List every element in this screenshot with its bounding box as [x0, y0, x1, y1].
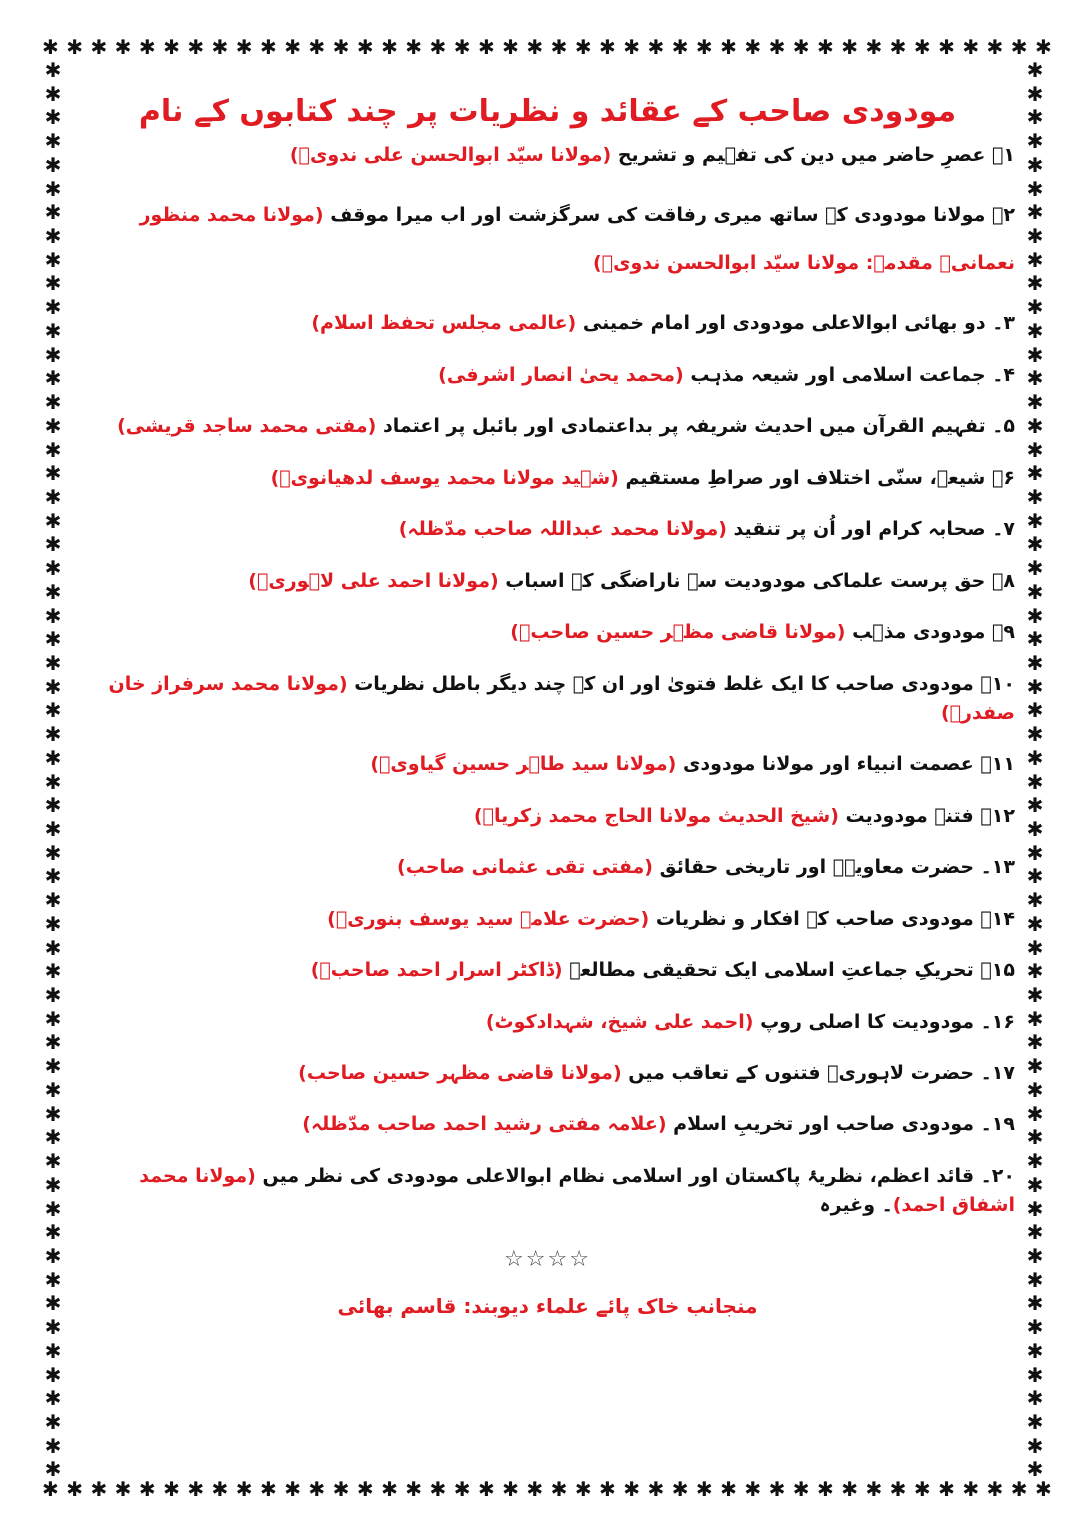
border-star-icon: ✱ — [1026, 674, 1044, 699]
border-star-icon: ✱ — [44, 1409, 62, 1434]
border-star-icon: ✱ — [962, 1477, 980, 1501]
border-star-icon: ✱ — [744, 35, 762, 59]
border-star-icon: ✱ — [44, 1433, 62, 1458]
border-star-icon: ✱ — [1026, 1338, 1044, 1363]
list-item — [80, 802, 1015, 831]
border-star-icon: ✱ — [913, 35, 931, 59]
item-author: (علامہ مفتی رشید احمد صاحب مدّظلہ) — [302, 1113, 667, 1136]
item-author: (مولانا سید طاہر حسین گیاویؒ) — [370, 753, 677, 776]
border-star-icon: ✱ — [44, 1243, 62, 1268]
border-star-icon: ✱ — [817, 35, 834, 59]
list-item — [80, 412, 1015, 441]
border-star-icon: ✱ — [817, 1477, 834, 1501]
list-item — [80, 1008, 1015, 1037]
border-star-icon: ✱ — [1010, 1477, 1028, 1501]
border-star-icon: ✱ — [90, 1477, 108, 1501]
list-item — [80, 1110, 1015, 1139]
item-author: (مولانا محمد عبداللہ صاحب مدّظلہ) — [398, 518, 727, 541]
border-star-icon: ✱ — [44, 152, 62, 177]
item-author: (مولانا محمد سرفراز خان صفدرؒ) — [108, 672, 1015, 724]
item-author: (عالمی مجلس تحفظ اسلام) — [311, 312, 577, 335]
border-star-icon: ✱ — [1026, 1196, 1044, 1221]
border-star-icon: ✱ — [1026, 1101, 1044, 1126]
item-number: ۱۲۔ — [980, 804, 1015, 827]
border-star-icon: ✱ — [405, 1477, 423, 1501]
border-star-icon: ✱ — [502, 1477, 519, 1501]
border-star-icon: ✱ — [1026, 1077, 1044, 1102]
border-star-icon: ✱ — [1026, 532, 1044, 557]
border-star-icon: ✱ — [647, 1477, 665, 1501]
border-star-icon: ✱ — [429, 35, 447, 59]
border-star-icon: ✱ — [865, 35, 883, 59]
border-star-icon: ✱ — [526, 1477, 544, 1501]
item-author: (مولانا محمد اشفاق احمد) — [139, 1164, 1015, 1217]
border-star-icon: ✱ — [90, 35, 108, 59]
border-star-icon: ✱ — [44, 105, 62, 130]
border-star-icon: ✱ — [913, 1477, 931, 1501]
border-star-icon: ✱ — [526, 35, 544, 59]
border-star-icon: ✱ — [1026, 556, 1044, 581]
item-number: ۲۰۔ — [980, 1164, 1015, 1187]
border-star-icon: ✱ — [720, 35, 737, 59]
list-item — [80, 192, 1015, 287]
border-star-icon: ✱ — [44, 1054, 62, 1079]
item-author: (حضرت علامہ سید یوسف بنوریؒ) — [327, 907, 650, 930]
border-star-icon: ✱ — [211, 35, 229, 59]
footer-credit: منجانب خاک پائے علماء دیوبند: قاسم بھائی — [337, 1293, 758, 1318]
border-star-icon: ✱ — [44, 1457, 62, 1480]
page-title: مودودی صاحب کے عقائد و نظریات پر چند کتابوں کے نام — [138, 94, 957, 129]
border-star-icon: ✱ — [1026, 817, 1044, 841]
list-item — [80, 853, 1015, 882]
border-star-icon: ✱ — [259, 35, 277, 59]
item-number: ۱۷۔ — [980, 1062, 1015, 1084]
border-star-icon: ✱ — [695, 35, 713, 59]
item-number: ۴۔ — [992, 363, 1015, 386]
border-star-icon: ✱ — [453, 35, 471, 59]
border-star-icon: ✱ — [647, 35, 665, 59]
border-star-icon: ✱ — [44, 484, 62, 509]
border-star-icon: ✱ — [1026, 1220, 1044, 1245]
item-title: مودودی مذہب — [852, 621, 986, 644]
item-author: (مولانا قاضی مظہر حسین صاحب) — [298, 1062, 622, 1084]
border-star-icon: ✱ — [1026, 366, 1044, 391]
border-star-icon: ✱ — [1026, 1149, 1044, 1174]
list-item — [80, 515, 1015, 544]
item-number: ۵۔ — [992, 415, 1015, 438]
border-star-icon: ✱ — [1026, 413, 1044, 438]
border-star-icon: ✱ — [1026, 1457, 1044, 1480]
border-star-icon: ✱ — [44, 1149, 62, 1174]
border-star-icon: ✱ — [187, 1477, 205, 1501]
border-star-icon: ✱ — [66, 35, 83, 59]
border-star-icon: ✱ — [44, 1386, 62, 1411]
border-star-icon: ✱ — [381, 35, 398, 59]
border-star-icon: ✱ — [44, 1362, 62, 1387]
list-item — [80, 567, 1015, 596]
border-star-icon: ✱ — [1026, 793, 1044, 818]
border-bottom — [42, 1476, 1052, 1502]
border-star-icon: ✱ — [671, 35, 689, 59]
border-star-icon: ✱ — [1026, 959, 1044, 984]
border-star-icon: ✱ — [623, 1477, 641, 1501]
border-star-icon: ✱ — [44, 224, 62, 249]
item-title: قائد اعظم، نظریۂ پاکستان اور اسلامی نظام ابوالاعلی مودودی کی نظر میں — [262, 1164, 975, 1187]
border-star-icon: ✱ — [1026, 627, 1044, 652]
list-item — [80, 1162, 1015, 1221]
border-star-icon: ✱ — [44, 840, 62, 865]
border-star-icon: ✱ — [44, 318, 62, 343]
border-star-icon: ✱ — [1026, 1030, 1044, 1055]
item-number: ۷۔ — [992, 518, 1015, 541]
border-star-icon: ✱ — [259, 1477, 277, 1501]
border-star-icon: ✱ — [720, 1477, 737, 1501]
border-star-icon: ✱ — [44, 959, 62, 984]
border-star-icon: ✱ — [44, 722, 62, 747]
item-number: ۳۔ — [992, 312, 1015, 335]
border-star-icon: ✱ — [44, 200, 62, 225]
border-star-icon: ✱ — [1026, 983, 1044, 1008]
border-star-icon: ✱ — [44, 674, 62, 699]
border-star-icon: ✱ — [44, 413, 62, 438]
border-star-icon: ✱ — [1026, 1409, 1044, 1434]
border-star-icon: ✱ — [792, 35, 810, 59]
border-star-icon: ✱ — [1026, 224, 1044, 249]
border-star-icon: ✱ — [744, 1477, 762, 1501]
border-star-icon: ✱ — [889, 1477, 907, 1501]
border-star-icon: ✱ — [44, 247, 62, 272]
border-star-icon: ✱ — [574, 35, 592, 59]
border-star-icon: ✱ — [332, 35, 350, 59]
border-star-icon: ✱ — [1026, 318, 1044, 343]
item-title: حق پرست علماکی مودودیت سے ناراضگی کے اسباب — [505, 569, 986, 592]
border-star-icon: ✱ — [477, 1477, 495, 1501]
border-star-icon: ✱ — [1026, 1291, 1044, 1316]
border-star-icon: ✱ — [574, 1477, 592, 1501]
border-star-icon: ✱ — [308, 1477, 326, 1501]
border-star-icon: ✱ — [187, 35, 205, 59]
border-star-icon: ✱ — [1034, 1477, 1052, 1501]
border-star-icon: ✱ — [1026, 1125, 1044, 1150]
border-star-icon: ✱ — [1026, 176, 1044, 201]
border-star-icon: ✱ — [1026, 508, 1044, 533]
border-star-icon: ✱ — [550, 35, 568, 59]
border-star-icon: ✱ — [44, 508, 62, 533]
border-star-icon: ✱ — [1026, 437, 1044, 462]
border-star-icon: ✱ — [308, 35, 326, 59]
border-star-icon: ✱ — [1026, 1006, 1044, 1031]
item-title: صحابہ کرام اور اُن پر تنقید — [733, 518, 986, 541]
border-star-icon: ✱ — [44, 769, 62, 794]
border-star-icon: ✱ — [962, 35, 980, 59]
item-author: (مفتی تقی عثمانی صاحب) — [397, 856, 653, 879]
border-star-icon: ✱ — [284, 1477, 301, 1501]
border-star-icon: ✱ — [1026, 603, 1044, 628]
border-left — [40, 60, 66, 1480]
border-star-icon: ✱ — [44, 603, 62, 628]
border-star-icon: ✱ — [405, 35, 423, 59]
item-title: تفہیم القرآن میں احدیث شریفہ پر بداعتمادی اور بائبل پر اعتماد — [382, 415, 986, 438]
border-star-icon: ✱ — [44, 1338, 62, 1363]
border-star-icon: ✱ — [1026, 1243, 1044, 1268]
border-star-icon: ✱ — [453, 1477, 471, 1501]
border-star-icon: ✱ — [792, 1477, 810, 1501]
border-star-icon: ✱ — [42, 1477, 59, 1501]
list-item — [80, 750, 1015, 779]
border-star-icon: ✱ — [44, 745, 62, 770]
border-star-icon: ✱ — [163, 35, 180, 59]
item-title: عصرِ حاضر میں دین کی تفہیم و تشریح — [617, 144, 986, 166]
document-page — [80, 80, 1015, 1410]
border-star-icon: ✱ — [44, 1006, 62, 1031]
border-star-icon: ✱ — [671, 1477, 689, 1501]
border-star-icon: ✱ — [1026, 1172, 1044, 1197]
border-star-icon: ✱ — [1026, 1433, 1044, 1458]
item-title: حضرت لاہوریؒ فتنوں کے تعاقب میں — [628, 1062, 975, 1084]
border-star-icon: ✱ — [381, 1477, 398, 1501]
border-star-icon: ✱ — [44, 271, 62, 296]
item-author: (مولانا احمد علی لاہوریؒ) — [248, 569, 499, 592]
item-title: حضرت معاویہؓ اور تاریخی حقائق — [659, 856, 975, 879]
list-item — [80, 464, 1015, 493]
item-suffix: ۔ وغیرہ — [819, 1194, 893, 1217]
border-star-icon: ✱ — [1026, 935, 1044, 960]
border-star-icon: ✱ — [1026, 1315, 1044, 1340]
border-star-icon: ✱ — [1026, 1267, 1044, 1292]
border-star-icon: ✱ — [938, 1477, 955, 1501]
item-author: (احمد علی شیخ، شہدادکوٹ) — [485, 1010, 754, 1033]
border-star-icon: ✱ — [1026, 295, 1044, 320]
border-star-icon: ✱ — [1026, 698, 1044, 723]
border-star-icon: ✱ — [44, 295, 62, 320]
border-star-icon: ✱ — [44, 793, 62, 818]
border-star-icon: ✱ — [1026, 1054, 1044, 1079]
border-star-icon: ✱ — [1026, 152, 1044, 177]
item-author: (مولانا قاضی مظہر حسین صاحبؒ) — [510, 621, 846, 644]
item-number: ۱۔ — [991, 144, 1015, 166]
border-star-icon: ✱ — [1026, 650, 1044, 675]
list-item — [80, 618, 1015, 647]
item-number: ۸۔ — [991, 569, 1015, 592]
border-top — [42, 34, 1052, 60]
book-list — [80, 141, 1015, 1221]
list-item — [80, 309, 1015, 338]
border-star-icon: ✱ — [1026, 342, 1044, 367]
border-star-icon: ✱ — [429, 1477, 447, 1501]
border-star-icon: ✱ — [44, 579, 62, 604]
list-item — [80, 1059, 1015, 1088]
border-star-icon: ✱ — [768, 1477, 786, 1501]
border-star-icon: ✱ — [1026, 271, 1044, 296]
list-item — [80, 670, 1015, 729]
border-star-icon: ✱ — [44, 1291, 62, 1316]
border-star-icon: ✱ — [44, 556, 62, 581]
item-title: جماعت اسلامی اور شیعہ مذہب — [690, 363, 986, 386]
border-star-icon: ✱ — [44, 1101, 62, 1126]
border-star-icon: ✱ — [44, 911, 62, 936]
border-star-icon: ✱ — [1010, 35, 1028, 59]
border-star-icon: ✱ — [889, 35, 907, 59]
border-star-icon: ✱ — [1026, 911, 1044, 936]
border-star-icon: ✱ — [235, 1477, 253, 1501]
item-author: (شیخ الحدیث مولانا الحاج محمد زکریاؒ) — [473, 804, 839, 827]
border-star-icon: ✱ — [1026, 247, 1044, 272]
border-star-icon: ✱ — [1026, 745, 1044, 770]
border-star-icon: ✱ — [44, 627, 62, 652]
item-title: مودودی صاحب کا ایک غلط فتویٰ اور ان کے چند دیگر باطل نظریات — [354, 672, 974, 695]
border-star-icon: ✱ — [1026, 722, 1044, 747]
border-star-icon: ✱ — [44, 390, 62, 415]
item-number: ۱۳۔ — [980, 856, 1015, 879]
border-star-icon: ✱ — [44, 888, 62, 913]
border-star-icon: ✱ — [1026, 461, 1044, 486]
item-author: (محمد یحیٰ انصار اشرفی) — [438, 363, 684, 386]
item-title: عصمت انبیاء اور مولانا مودودی — [682, 753, 974, 776]
border-star-icon: ✱ — [138, 1477, 156, 1501]
border-star-icon: ✱ — [986, 1477, 1004, 1501]
item-title: دو بھائی ابوالاعلی مودودی اور امام خمینی — [582, 312, 986, 335]
item-title: شیعہ، سنّی اختلاف اور صراطِ مستقیم — [625, 466, 986, 489]
border-star-icon: ✱ — [865, 1477, 883, 1501]
item-number: ۶۔ — [991, 466, 1015, 489]
item-title: تحریکِ جماعتِ اسلامی ایک تحقیقی مطالعہ — [569, 959, 974, 982]
border-star-icon: ✱ — [284, 35, 301, 59]
item-title: مودودی صاحب اور تخریبِ اسلام — [673, 1113, 975, 1136]
border-star-icon: ✱ — [841, 35, 858, 59]
border-star-icon: ✱ — [1026, 1386, 1044, 1411]
border-star-icon: ✱ — [44, 437, 62, 462]
border-star-icon: ✱ — [44, 1220, 62, 1245]
border-star-icon: ✱ — [695, 1477, 713, 1501]
item-author: (ڈاکٹر اسرار احمد صاحبؒ) — [310, 959, 563, 982]
item-number: ۱۵۔ — [980, 959, 1015, 982]
border-right — [1022, 60, 1048, 1480]
border-star-icon: ✱ — [332, 1477, 350, 1501]
border-star-icon: ✱ — [1026, 864, 1044, 889]
border-star-icon: ✱ — [44, 983, 62, 1008]
border-star-icon: ✱ — [1026, 484, 1044, 509]
border-star-icon: ✱ — [1034, 35, 1052, 59]
border-star-icon: ✱ — [44, 60, 62, 82]
border-star-icon: ✱ — [211, 1477, 229, 1501]
border-star-icon: ✱ — [1026, 579, 1044, 604]
border-star-icon: ✱ — [356, 1477, 374, 1501]
border-star-icon: ✱ — [1026, 390, 1044, 415]
border-star-icon: ✱ — [44, 81, 62, 106]
border-star-icon: ✱ — [66, 1477, 83, 1501]
border-star-icon: ✱ — [42, 35, 59, 59]
border-star-icon: ✱ — [1026, 840, 1044, 865]
border-star-icon: ✱ — [1026, 60, 1044, 82]
border-star-icon: ✱ — [1026, 888, 1044, 913]
item-number: ۱۱۔ — [980, 753, 1015, 776]
border-star-icon: ✱ — [44, 342, 62, 367]
border-star-icon: ✱ — [44, 1030, 62, 1055]
border-star-icon: ✱ — [841, 1477, 858, 1501]
border-star-icon: ✱ — [599, 35, 616, 59]
list-item — [80, 361, 1015, 390]
list-item — [80, 905, 1015, 934]
border-star-icon: ✱ — [44, 129, 62, 154]
border-star-icon: ✱ — [44, 461, 62, 486]
item-number: ۲۔ — [991, 204, 1015, 227]
item-title: فتنہ مودودیت — [845, 804, 974, 827]
border-star-icon: ✱ — [44, 1077, 62, 1102]
border-star-icon: ✱ — [44, 176, 62, 201]
item-number: ۱۰۔ — [980, 672, 1015, 695]
border-star-icon: ✱ — [44, 817, 62, 841]
border-star-icon: ✱ — [114, 35, 132, 59]
item-number: ۱۹۔ — [980, 1113, 1015, 1136]
border-star-icon: ✱ — [44, 1267, 62, 1292]
item-number: ۱۶۔ — [980, 1010, 1015, 1033]
border-star-icon: ✱ — [44, 698, 62, 723]
border-star-icon: ✱ — [44, 1315, 62, 1340]
item-author: (شہید مولانا محمد یوسف لدھیانویؒ) — [270, 466, 619, 489]
border-star-icon: ✱ — [114, 1477, 132, 1501]
border-star-icon: ✱ — [44, 1172, 62, 1197]
star-divider: ☆☆☆☆ — [504, 1246, 591, 1272]
item-title: مودودیت کا اصلی روپ — [760, 1010, 975, 1033]
item-author: (مولانا سیّد ابوالحسن علی ندویؒ) — [289, 144, 612, 166]
list-item — [80, 956, 1015, 985]
border-star-icon: ✱ — [44, 864, 62, 889]
border-star-icon: ✱ — [550, 1477, 568, 1501]
border-star-icon: ✱ — [44, 532, 62, 557]
border-star-icon: ✱ — [44, 1125, 62, 1150]
border-star-icon: ✱ — [1026, 200, 1044, 225]
border-star-icon: ✱ — [623, 35, 641, 59]
border-star-icon: ✱ — [768, 35, 786, 59]
border-star-icon: ✱ — [1026, 769, 1044, 794]
border-star-icon: ✱ — [1026, 81, 1044, 106]
border-star-icon: ✱ — [44, 935, 62, 960]
list-item — [80, 141, 1015, 170]
border-star-icon: ✱ — [938, 35, 955, 59]
item-author: (مولانا محمد منظور نعمانیؒ مقدمہ: مولانا سیّد ابوالحسن ندویؒ) — [139, 204, 1015, 274]
border-star-icon: ✱ — [1026, 105, 1044, 130]
item-number: ۱۴۔ — [980, 907, 1015, 930]
border-star-icon: ✱ — [986, 35, 1004, 59]
item-title: مولانا مودودی کے ساتھ میری رفاقت کی سرگزشت اور اب میرا موقف — [330, 204, 986, 227]
border-star-icon: ✱ — [477, 35, 495, 59]
item-number: ۹۔ — [991, 621, 1015, 644]
border-star-icon: ✱ — [599, 1477, 616, 1501]
border-star-icon: ✱ — [356, 35, 374, 59]
item-author: (مفتی محمد ساجد قریشی) — [117, 415, 377, 438]
border-star-icon: ✱ — [502, 35, 519, 59]
border-star-icon: ✱ — [44, 650, 62, 675]
border-star-icon: ✱ — [44, 1196, 62, 1221]
border-star-icon: ✱ — [1026, 129, 1044, 154]
border-star-icon: ✱ — [1026, 1362, 1044, 1387]
item-title: مودودی صاحب کے افکار و نظریات — [655, 907, 974, 930]
border-star-icon: ✱ — [44, 366, 62, 391]
border-star-icon: ✱ — [163, 1477, 180, 1501]
border-star-icon: ✱ — [138, 35, 156, 59]
border-star-icon: ✱ — [235, 35, 253, 59]
